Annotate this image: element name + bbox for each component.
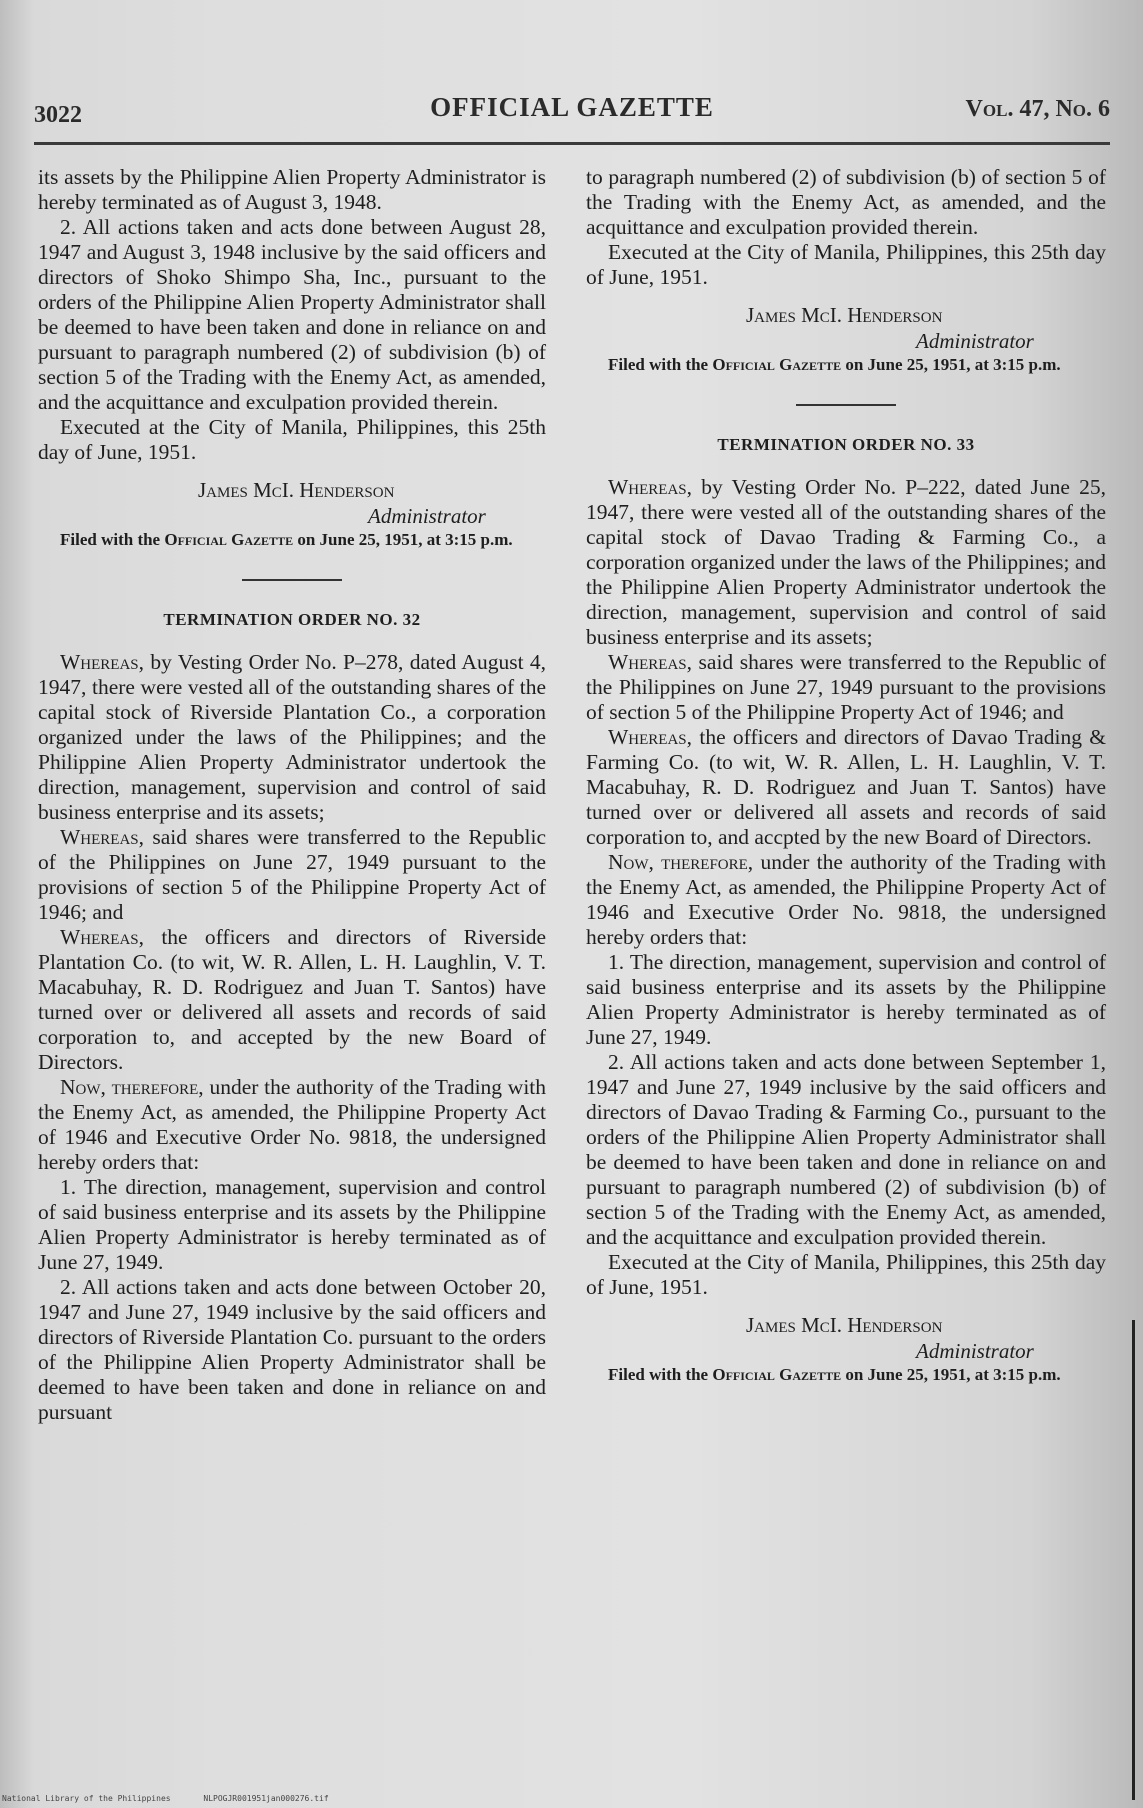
signature-block	[586, 1312, 1106, 1364]
library-name: National Library of the Philippines	[2, 1794, 171, 1803]
signature-block	[586, 302, 1106, 354]
binding-edge	[1132, 1320, 1135, 1800]
paragraph: Whereas, the officers and directors of Davao Trading & Farming Co. (to wit, W. R. Allen, L. H. Laughlin, V. T. Macabuhay, R. D. Rodriguez and Juan T. Santos) have turned over or delivered all assets and records of said corporation to, and accpted by the new Board of Directors.	[586, 725, 1106, 849]
paragraph: 1. The direction, management, supervision and control of said business enterprise and its assets by the Philippine Alien Property Administrator is hereby terminated as of June 27, 1949.	[38, 1175, 546, 1274]
filing-note: Filed with the Official Gazette on June 25, 1951, at 3:15 p.m.	[608, 1365, 1061, 1384]
paragraph: Whereas, said shares were transferred to the Republic of the Philippines on June 27, 1949 pursuant to the provisions of section 5 of the Philippine Property Act of 1946; and	[586, 650, 1107, 724]
paragraph: 2. All actions taken and acts done between October 20, 1947 and June 27, 1949 inclusive by the said officers and directors of Riverside Plantation Co. pursuant to the orders of the Philippine Alien Property Administrator shall be deemed to have been taken and done in reliance on and pursuant	[38, 1275, 546, 1424]
paragraph: to paragraph numbered (2) of subdivision (b) of section 5 of the Trading with the Enemy Act, as amended, and the acquittance and exculpation provided therein.	[586, 165, 1106, 239]
section-divider	[796, 404, 896, 406]
header-rule	[34, 142, 1110, 145]
signatory-role: Administrator	[916, 1339, 1034, 1363]
order-title: TERMINATION ORDER NO. 32	[163, 610, 421, 629]
paragraph: Executed at the City of Manila, Philippines, this 25th day of June, 1951.	[586, 240, 1106, 289]
paragraph: Whereas, by Vesting Order No. P–278, dated August 4, 1947, there were vested all of the outstanding shares of the capital stock of Riverside Plantation Co., a corporation organized under the laws of the Philippines; and the Philippine Alien Property Administrator undertook the direction, management, supervision and control of said business enterprise and its assets;	[38, 650, 546, 824]
volume-number: Vol. 47, No. 6	[965, 96, 1110, 122]
signatory-name: James McI. Henderson	[198, 478, 395, 502]
signatory-name: James McI. Henderson	[746, 1313, 943, 1337]
paragraph: Executed at the City of Manila, Philippines, this 25th day of June, 1951.	[586, 1250, 1106, 1299]
signatory-name: James McI. Henderson	[746, 303, 943, 327]
file-name: NLPOGJR001951jan000276.tif	[203, 1794, 329, 1803]
page-number: 3022	[34, 102, 82, 128]
filing-note: Filed with the Official Gazette on June 25, 1951, at 3:15 p.m.	[60, 530, 513, 549]
paragraph: 2. All actions taken and acts done between August 28, 1947 and August 3, 1948 inclusive by the said officers and directors of Shoko Shimpo Sha, Inc., pursuant to the orders of the Philippine Alien Property Administrator shall be deemed to have been taken and done in reliance on and pursuant to paragraph numbered (2) of subdivision (b) of section 5 of the Trading with the Enemy Act, as amended, and the acquittance and exculpation provided therein.	[38, 215, 546, 414]
section-divider	[242, 579, 342, 581]
signature-block	[38, 477, 546, 529]
left-column	[38, 165, 546, 1425]
order-title: TERMINATION ORDER NO. 33	[717, 435, 975, 454]
signatory-role: Administrator	[368, 504, 486, 528]
paragraph: Whereas, the officers and directors of Riverside Plantation Co. (to wit, W. R. Allen, L. H. Laughlin, V. T. Macabuhay, R. D. Rodriguez and Juan T. Santos) have turned over or delivered all assets and records of said corporation to, and accepted by the new Board of Directors.	[38, 925, 546, 1074]
filing-note: Filed with the Official Gazette on June 25, 1951, at 3:15 p.m.	[608, 355, 1061, 374]
paragraph: 2. All actions taken and acts done between September 1, 1947 and June 27, 1949 inclusive by the said officers and directors of Davao Trading & Farming Co., pursuant to the orders of the Philippine Alien Property Administrator shall be deemed to have been taken and done in reliance on and pursuant to paragraph numbered (2) of subdivision (b) of section 5 of the Trading with the Enemy Act, as amended, and the acquittance and exculpation provided therein.	[586, 1050, 1106, 1249]
paragraph: its assets by the Philippine Alien Property Administrator is hereby terminated as of August 3, 1948.	[38, 165, 546, 214]
signatory-role: Administrator	[916, 329, 1034, 353]
scan-footer	[2, 1794, 357, 1803]
paragraph: Now, therefore, under the authority of the Trading with the Enemy Act, as amended, the Philippine Property Act of 1946 and Executive Order No. 9818, the undersigned hereby orders that:	[586, 850, 1107, 949]
paragraph: Now, therefore, under the authority of the Trading with the Enemy Act, as amended, the Philippine Property Act of 1946 and Executive Order No. 9818, the undersigned hereby orders that:	[38, 1075, 547, 1174]
paragraph: 1. The direction, management, supervision and control of said business enterprise and its assets by the Philippine Alien Property Administrator is hereby terminated as of June 27, 1949.	[586, 950, 1106, 1049]
right-column	[586, 165, 1106, 1386]
paragraph: Executed at the City of Manila, Philippines, this 25th day of June, 1951.	[38, 415, 546, 464]
page-header	[34, 88, 1110, 128]
publication-title: OFFICIAL GAZETTE	[430, 92, 714, 122]
paragraph: Whereas, by Vesting Order No. P–222, dated June 25, 1947, there were vested all of the outstanding shares of the capital stock of Davao Trading & Farming Co., a corporation organized under the laws of the Philippines; and the Philippine Alien Property Administrator undertook the direction, management, supervision and control of said business enterprise and its assets;	[586, 475, 1107, 649]
paragraph: Whereas, said shares were transferred to the Republic of the Philippines on June 27, 1949 pursuant to the provisions of section 5 of the Philippine Property Act of 1946; and	[38, 825, 547, 924]
